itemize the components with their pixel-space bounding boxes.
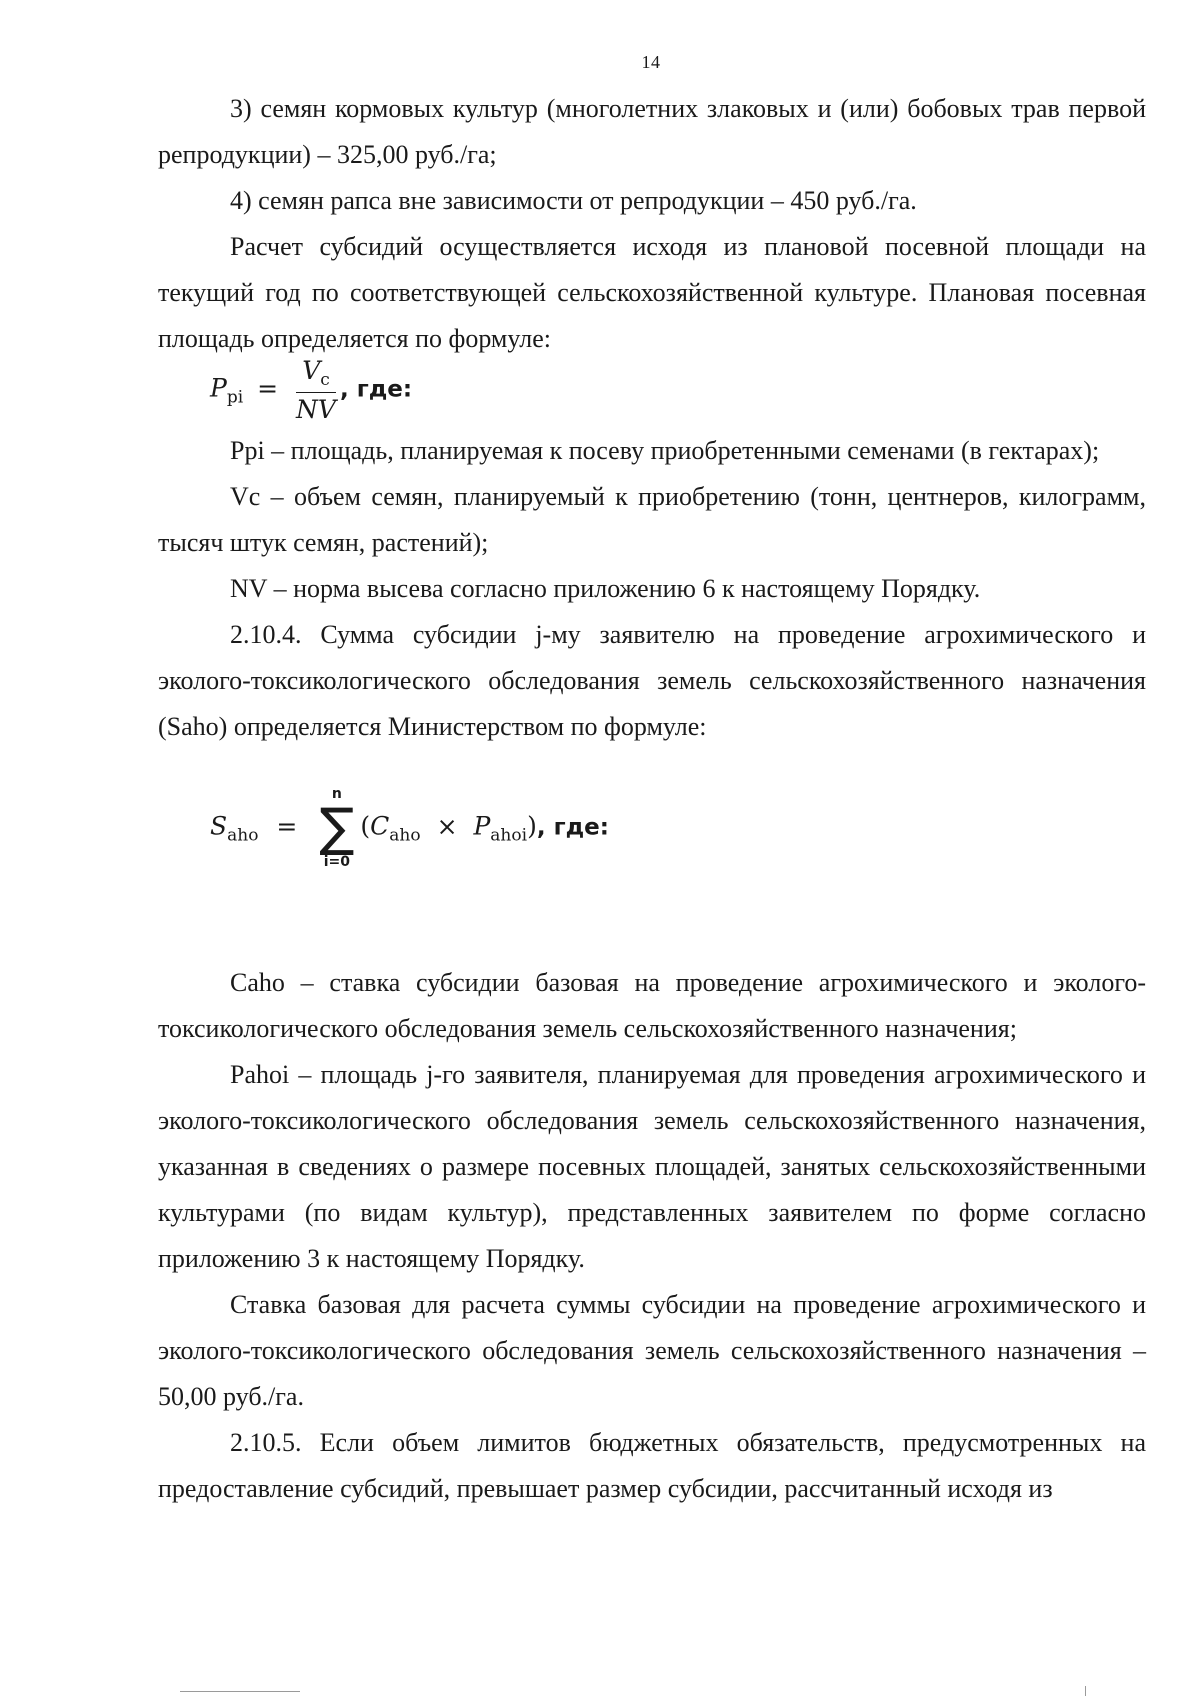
formula-planned-area [210,356,412,424]
formula1-suffix: , где: [339,376,413,403]
summation-upper-limit: n [331,786,342,802]
formula2-lhs: S [210,811,228,841]
paragraph-subsidy-calculation: Расчет субсидий осуществляется исходя из плановой посевной площади на текущий год по соответствующей сельскохозяйственной культуре. Плановая посевная площадь определяется по формуле: [158,232,1146,353]
paragraph-def-caho: Caho – ставка субсидии базовая на проведение агрохимического и эколого-токсикологического обследования земель сельскохозяйственного назначения; [158,968,1146,1043]
scan-artifact-tick [1085,1686,1086,1696]
formula1-lhs-sub: pi [226,387,244,408]
paragraph-def-ppi: Ppi – площадь, планируемая к посеву приобретенными семенами (в гектарах); [230,436,1100,465]
formula2-term1-sub: aho [389,825,421,846]
formula1-lhs: P [210,373,227,403]
formula1-fraction [296,356,336,424]
formula2-term2: P [473,811,491,841]
formula2-suffix: , где: [536,814,609,841]
formula2-times: × [436,811,458,841]
page-number: 14 [641,52,661,72]
scan-artifact-line [180,1691,300,1692]
formula1-numerator-sub: c [320,370,330,390]
paragraph-def-nv: NV – норма высева согласно приложению 6 к настоящему Порядку. [230,574,981,603]
paragraph-item-3-forage-seeds: 3) семян кормовых культур (многолетних злаковых и (или) бобовых трав первой репродукции) – 325,00 руб./га; [158,94,1146,169]
formula2-lhs-sub: aho [227,825,259,846]
formula-saho [210,786,609,870]
formula2-term2-sub: ahoi [490,825,528,846]
formula1-numerator-symbol: V [302,356,321,385]
paragraph-def-vc: Vc – объем семян, планируемый к приобретению (тонн, центнеров, килограмм, тысяч штук семян, растений); [158,482,1146,557]
formula2-equals: = [276,811,298,841]
paragraph-def-pahoi: Pahoi – площадь j-го заявителя, планируемая для проведения агрохимического и эколого-токсикологического обследования земель сельскохозяйственного назначения, указанная в сведениях о размере посевных площадей, занятых сельскохозяйственными культурами (по видам культур), представленных заявителем по форме согласно приложению 3 к настоящему Порядку. [158,1060,1146,1273]
text-block-top [158,86,1146,362]
formula2-open-paren: ( [360,811,371,841]
summation-sigma-icon: ∑ [319,798,355,858]
text-block-middle [158,428,1146,750]
text-block-bottom [158,960,1146,1512]
paragraph-2-10-4: 2.10.4. Сумма субсидии j-му заявителю на проведение агрохимического и эколого-токсикологического обследования земель сельскохозяйственного назначения (Saho) определяется Министерством по формуле: [158,620,1146,741]
paragraph-item-4-rapeseed: 4) семян рапса вне зависимости от репродукции – 450 руб./га. [230,186,917,215]
paragraph-base-rate: Ставка базовая для расчета суммы субсидии на проведение агрохимического и эколого-токсикологического обследования земель сельскохозяйственного назначения – 50,00 руб./га. [158,1290,1146,1411]
summation-lower-limit: i=0 [323,854,350,870]
formula1-denominator: NV [296,395,336,424]
formula2-term1: C [370,811,390,841]
formula2-close-paren: ) [527,811,537,841]
formula2-summation [319,786,354,870]
paragraph-2-10-5: 2.10.5. Если объем лимитов бюджетных обязательств, предусмотренных на предоставление субсидий, превышает размер субсидии, рассчитанный исходя из [158,1428,1146,1503]
formula1-numerator [296,356,336,393]
formula1-equals: = [257,373,279,403]
